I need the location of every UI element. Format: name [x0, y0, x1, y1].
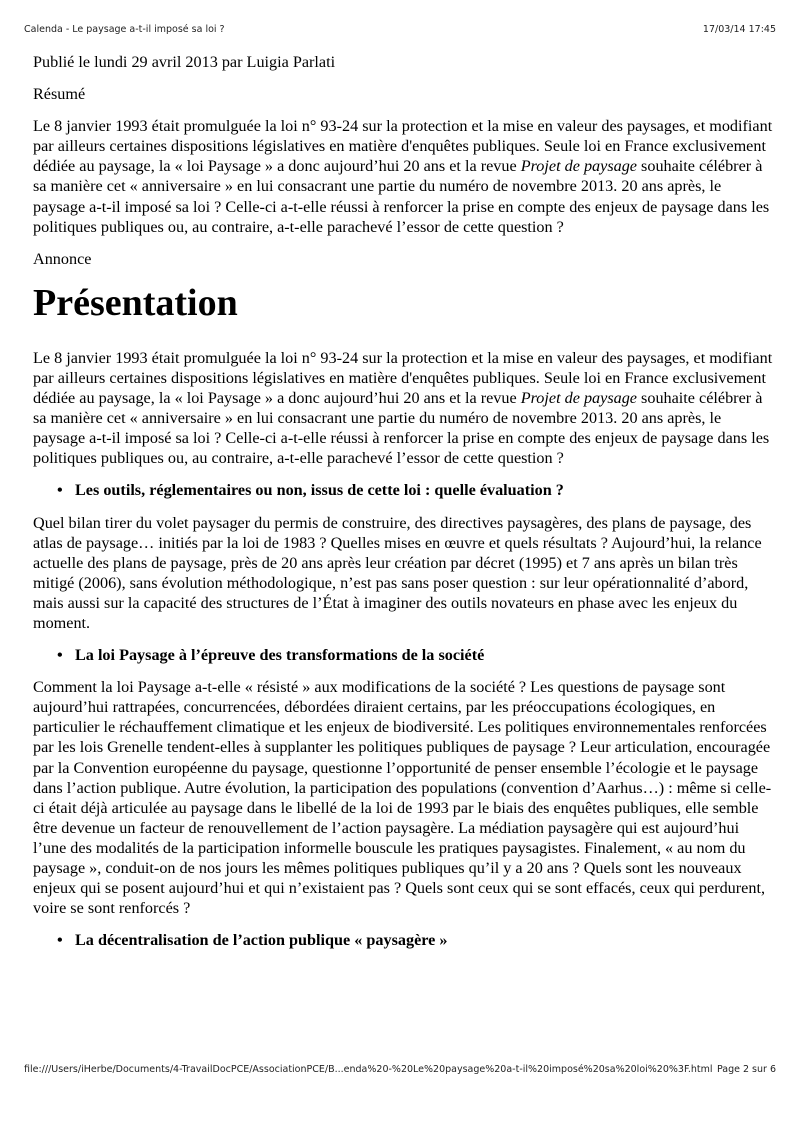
intro-text-start: Le 8 janvier 1993 était promulguée la loi n° 93-24 sur la protection et la mise en valeur des paysages, et modifiant par ailleurs certaines dispositions législatives en matière d'enquêtes publiques. Seule loi en France exclusivement dédiée au paysage, la « loi Paysage » a donc aujourd’hui 20 ans et la revue — [33, 348, 773, 408]
bullet-heading-society — [33, 645, 773, 665]
print-footer-page-number: Page 2 sur 6 — [716, 1064, 776, 1075]
section-tools-paragraph: Quel bilan tirer du volet paysager du permis de construire, des directives paysagères, des plans de paysage, des atlas de paysage… initiés par la loi de 1983 ? Quelles mises en œuvre et quels résultats ? Aujourd’hui, la relance actuelle des plans de paysage, près de 20 ans après leur création par décret (1995) et 7 ans après un bilan très mitigé (2006), sans évolution méthodologique, n’est pas sans poser question : sur leur opérationnalité d’abord, mais aussi sur la capacité des structures de l’État à imaginer des outils novateurs en phase avec les enjeux du moment. — [33, 513, 762, 632]
document-body — [33, 52, 773, 962]
print-footer-path: file:///Users/iHerbe/Documents/4-TravailDocPCE/AssociationPCE/B...enda%20-%20Le%20paysage%20a-t-il%20imposé%20sa%20loi%20%3F.html — [24, 1064, 713, 1075]
bullet-heading-decentralisation — [33, 930, 773, 950]
bullet-dot: • — [57, 931, 63, 950]
bullet-dot: • — [57, 481, 63, 500]
bullet-dot: • — [57, 646, 63, 665]
bullet-heading-decentralisation-text: La décentralisation de l’action publique « paysagère » — [75, 931, 448, 950]
resume-paragraph — [33, 116, 773, 237]
bullet-heading-society-text: La loi Paysage à l’épreuve des transformations de la société — [75, 646, 485, 665]
presentation-heading: Présentation — [33, 281, 238, 324]
print-header-datetime: 17/03/14 17:45 — [702, 24, 776, 35]
presentation-intro-paragraph — [33, 348, 773, 469]
intro-text-end: souhaite célébrer à sa manière cet « anniversaire » en lui consacrant une partie du numéro de novembre 2013. 20 ans après, le paysage a-t-il imposé sa loi ? Celle-ci a-t-elle réussi à renforcer la prise en compte des enjeux de paysage dans les politiques publiques ou, au contraire, a-t-elle parachevé l’essor de cette question ? — [33, 389, 770, 468]
resume-label: Résumé — [33, 85, 86, 104]
print-header-title: Calenda - Le paysage a-t-il imposé sa loi ? — [24, 24, 225, 35]
resume-journal-title: Projet de paysage — [520, 157, 637, 176]
bullet-heading-tools — [33, 480, 773, 500]
resume-text-end: souhaite célébrer à sa manière cet « anniversaire » en lui consacrant une partie du numéro de novembre 2013. 20 ans après, le paysage a-t-il imposé sa loi ? Celle-ci a-t-elle réussi à renforcer la prise en compte des enjeux de paysage dans les politiques publiques ou, au contraire, a-t-elle parachevé l’essor de cette question ? — [33, 157, 770, 236]
bullet-heading-tools-text: Les outils, réglementaires ou non, issus de cette loi : quelle évaluation ? — [75, 481, 564, 500]
resume-text-start: Le 8 janvier 1993 était promulguée la loi n° 93-24 sur la protection et la mise en valeur des paysages, et modifiant par ailleurs certaines dispositions législatives en matière d'enquêtes publiques. Seule loi en France exclusivement dédiée au paysage, la « loi Paysage » a donc aujourd’hui 20 ans et la revue — [33, 117, 773, 176]
publication-meta: Publié le lundi 29 avril 2013 par Luigia Parlati — [33, 53, 336, 71]
annonce-label: Annonce — [33, 249, 92, 268]
intro-journal-title: Projet de paysage — [520, 389, 637, 408]
section-society-paragraph: Comment la loi Paysage a-t-elle « résisté » aux modifications de la société ? Les questions de paysage sont aujourd’hui rattrapées, concurrencées, débordées diraient certains, par les préoccupations écologiques, en particulier le réchauffement climatique et les enjeux de biodiversité. Les politiques environnementales renforcées par les lois Grenelle tendent-elles à supplanter les politiques publiques de paysage ? Leur articulation, encouragée par la Convention européenne du paysage, questionne l’opportunité de penser ensemble l’écologie et le paysage dans l’action publique. Autre évolution, la participation des populations (convention d’Aarhus…) : même si celle-ci était déjà articulée au paysage dans le libellé de la loi de 1993 par le biais des enquêtes publiques, elle semble être devenue un facteur de renouvellement de l’action paysagère. La médiation paysagère qui est aujourd’hui l’une des modalités de la participation informelle bouscule les pratiques paysagistes. Finalement, « au nom du paysage », conduit-on de nos jours les mêmes politiques publiques qu’il y a 20 ans ? Quels sont les nouveaux enjeux qui se posent aujourd’hui et qui n’existaient pas ? Quels sont ceux qui se sont effacés, ceux qui perdurent, voire se sont renforcés ? — [33, 678, 772, 918]
